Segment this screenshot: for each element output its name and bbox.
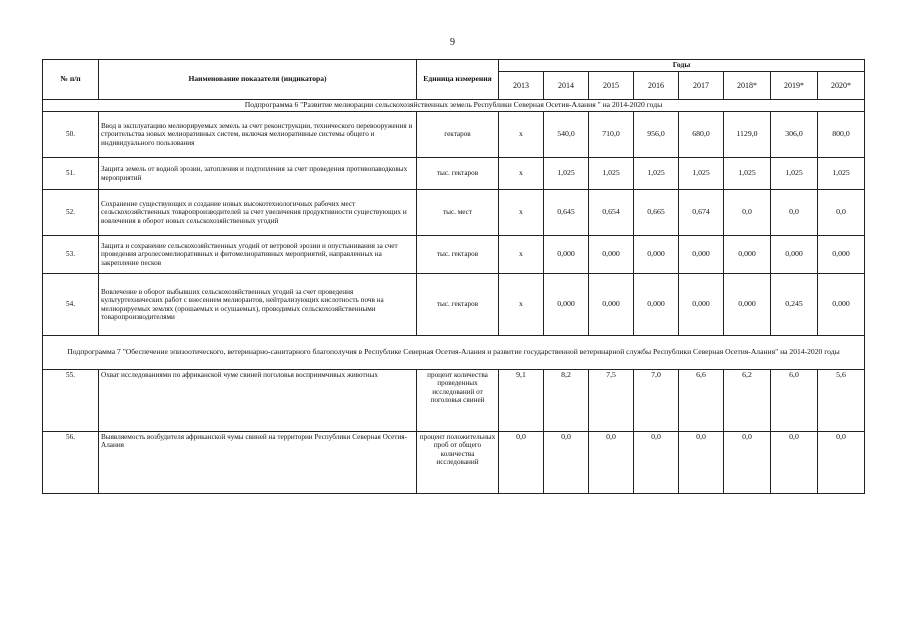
value-cell: 0,654	[589, 190, 634, 236]
indicator-name: Сохранение существующих и создание новых высокотехнологичных рабочих мест сельскохозяйственных товаропроизводителей за счет увеличения продуктивности существующих и вовлечения в оборот новых сельскохозяйственных угодий	[99, 190, 417, 236]
table-row	[43, 112, 865, 158]
indicator-name: Ввод в эксплуатацию мелиорируемых земель за счет реконструкции, технического перевооружения и строительства новых мелиоративных систем, включая мелиоративные системы общего и индивидуального пользования	[99, 112, 417, 158]
row-number: 51.	[43, 158, 99, 190]
unit-cell: тыс. гектаров	[417, 274, 499, 336]
value-cell: 1,025	[634, 158, 679, 190]
header-year: 2014	[544, 72, 589, 100]
value-cell: 0,000	[634, 274, 679, 336]
value-cell: х	[499, 274, 544, 336]
value-cell: 0,0	[499, 432, 544, 494]
value-cell: 5,6	[818, 370, 865, 432]
value-cell: 0,000	[544, 274, 589, 336]
value-cell: 1129,0	[724, 112, 771, 158]
value-cell: 1,025	[544, 158, 589, 190]
value-cell: 6,6	[679, 370, 724, 432]
header-year: 2018*	[724, 72, 771, 100]
indicator-name: Защита земель от водной эрозии, затопления и подтопления за счет проведения противопаводковых мероприятий	[99, 158, 417, 190]
value-cell: 680,0	[679, 112, 724, 158]
page-number: 9	[450, 37, 455, 48]
table-row	[43, 370, 865, 432]
unit-cell: тыс. гектаров	[417, 236, 499, 274]
row-number: 52.	[43, 190, 99, 236]
value-cell: 0,000	[589, 274, 634, 336]
value-cell: 800,0	[818, 112, 865, 158]
unit-cell: гектаров	[417, 112, 499, 158]
value-cell: 0,000	[818, 274, 865, 336]
value-cell: 0,0	[724, 432, 771, 494]
unit-cell: процент положительных проб от общего количества исследований	[417, 432, 499, 494]
indicator-name: Вовлечение в оборот выбывших сельскохозяйственных угодий за счет проведения культуртехнических работ с внесением мелиорантов, нейтрализующих кислотность почв на мелиорируемых землях (орошаемых и осушаемых), проводимых сельскохозяйственными товаропроизводителями	[99, 274, 417, 336]
subprogram-7-title: Подпрограмма 7 "Обеспечение эпизоотического, ветеринарно-санитарного благополучия в Республике Северная Осетия-Алания и развитие государственной ветеринарной службы Республики Северная Осетия-Алания" на 2014-2020 годы	[43, 336, 865, 370]
value-cell: 0,0	[724, 190, 771, 236]
value-cell: 0,0	[771, 190, 818, 236]
table-row	[43, 274, 865, 336]
value-cell: 0,000	[771, 236, 818, 274]
value-cell: х	[499, 190, 544, 236]
value-cell: 1,025	[771, 158, 818, 190]
header-year: 2019*	[771, 72, 818, 100]
header-years-group: Годы	[499, 60, 865, 72]
value-cell: 8,2	[544, 370, 589, 432]
row-number: 50.	[43, 112, 99, 158]
value-cell: 0,0	[589, 432, 634, 494]
value-cell: 6,0	[771, 370, 818, 432]
value-cell: 0,0	[818, 432, 865, 494]
value-cell: 1,025	[679, 158, 724, 190]
value-cell: 0,0	[544, 432, 589, 494]
value-cell: х	[499, 112, 544, 158]
unit-cell: процент количества проведенных исследований от поголовья свиней	[417, 370, 499, 432]
indicators-table	[42, 59, 865, 494]
value-cell: 0,000	[679, 236, 724, 274]
unit-cell: тыс. гектаров	[417, 158, 499, 190]
value-cell: 0,0	[634, 432, 679, 494]
row-number: 53.	[43, 236, 99, 274]
value-cell: 0,000	[544, 236, 589, 274]
value-cell: 1,025	[818, 158, 865, 190]
value-cell: 0,000	[724, 236, 771, 274]
value-cell: 0,674	[679, 190, 724, 236]
value-cell: 1,025	[724, 158, 771, 190]
indicator-name: Защита и сохранение сельскохозяйственных угодий от ветровой эрозии и опустынивания за счет проведения агролесомелиоративных и фитомелиоративных мероприятий, направленных на закрепление песков	[99, 236, 417, 274]
value-cell: 956,0	[634, 112, 679, 158]
row-number: 54.	[43, 274, 99, 336]
value-cell: 6,2	[724, 370, 771, 432]
row-number: 55.	[43, 370, 99, 432]
value-cell: 0,645	[544, 190, 589, 236]
value-cell: 1,025	[589, 158, 634, 190]
subprogram-6-title: Подпрограмма 6 "Развитие мелиорации сельскохозяйственных земель Республики Северная Осетия-Алания " на 2014-2020 годы	[43, 100, 865, 112]
table-row	[43, 190, 865, 236]
header-year: 2020*	[818, 72, 865, 100]
table-row	[43, 432, 865, 494]
value-cell: 0,000	[724, 274, 771, 336]
value-cell: 0,000	[589, 236, 634, 274]
value-cell: 9,1	[499, 370, 544, 432]
value-cell: 7,5	[589, 370, 634, 432]
row-number: 56.	[43, 432, 99, 494]
value-cell: 0,0	[679, 432, 724, 494]
value-cell: 0,000	[679, 274, 724, 336]
table-row	[43, 158, 865, 190]
value-cell: х	[499, 158, 544, 190]
unit-cell: тыс. мест	[417, 190, 499, 236]
value-cell: 710,0	[589, 112, 634, 158]
value-cell: 540,0	[544, 112, 589, 158]
value-cell: 7,0	[634, 370, 679, 432]
table-row	[43, 236, 865, 274]
header-year: 2013	[499, 72, 544, 100]
header-unit: Единица измерения	[417, 60, 499, 100]
indicator-name: Выявляемость возбудителя африканской чумы свиней на территории Республики Северная Осетия-Алания	[99, 432, 417, 494]
header-year: 2017	[679, 72, 724, 100]
value-cell: 0,0	[818, 190, 865, 236]
value-cell: 0,665	[634, 190, 679, 236]
header-name: Наименование показателя (индикатора)	[99, 60, 417, 100]
indicator-name: Охват исследованиями по африканской чуме свиней поголовья восприимчивых животных	[99, 370, 417, 432]
header-year: 2016	[634, 72, 679, 100]
header-num: № п/п	[43, 60, 99, 100]
value-cell: х	[499, 236, 544, 274]
value-cell: 0,000	[818, 236, 865, 274]
header-year: 2015	[589, 72, 634, 100]
value-cell: 306,0	[771, 112, 818, 158]
value-cell: 0,000	[634, 236, 679, 274]
value-cell: 0,0	[771, 432, 818, 494]
value-cell: 0,245	[771, 274, 818, 336]
